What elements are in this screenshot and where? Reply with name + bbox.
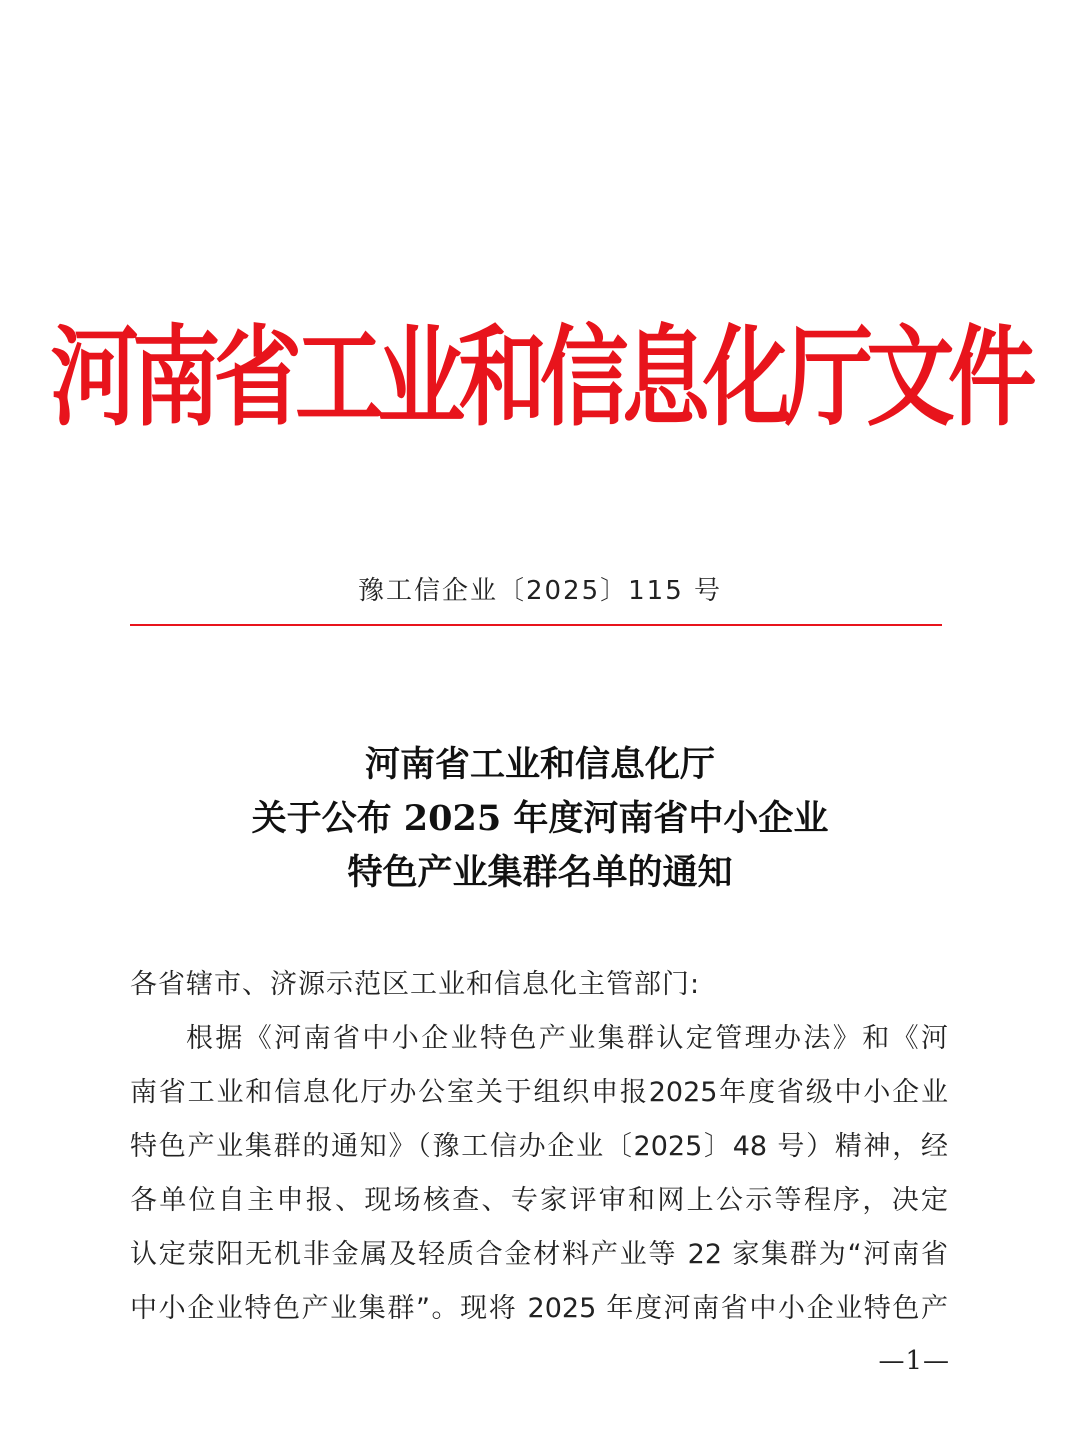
paragraph-line: 特色产业集群的通知》（豫工信办企业〔2025〕48 号）精神，经: [130, 1131, 948, 1162]
page-number: —1—: [878, 1346, 950, 1376]
paragraph-line: 南省工业和信息化厅办公室关于组织申报2025年度省级中小企业: [130, 1077, 948, 1108]
title-line: 特色产业集群名单的通知: [347, 852, 733, 893]
title-line: 河南省工业和信息化厅: [364, 744, 715, 785]
paragraph-line: 认定荥阳无机非金属及轻质合金材料产业等 22 家集群为“河南省: [130, 1239, 948, 1270]
paragraph-line: 中小企业特色产业集群”。现将 2025 年度河南省中小企业特色产: [130, 1293, 948, 1324]
notice-body: [130, 958, 948, 1336]
paragraph-line: 根据《河南省中小企业特色产业集群认定管理办法》和《河: [186, 1023, 948, 1054]
title-line: 关于公布 2025 年度河南省中小企业: [251, 798, 829, 839]
salutation: 各省辖市、济源示范区工业和信息化主管部门:: [130, 969, 701, 1000]
paragraph-line: 各单位自主申报、现场核查、专家评审和网上公示等程序，决定: [130, 1185, 948, 1216]
notice-title: [0, 738, 1080, 900]
red-divider: [130, 624, 942, 626]
document-number: 豫工信企业〔2025〕115 号: [357, 576, 723, 606]
masthead-title: 河南省工业和信息化厅文件: [50, 313, 1030, 441]
